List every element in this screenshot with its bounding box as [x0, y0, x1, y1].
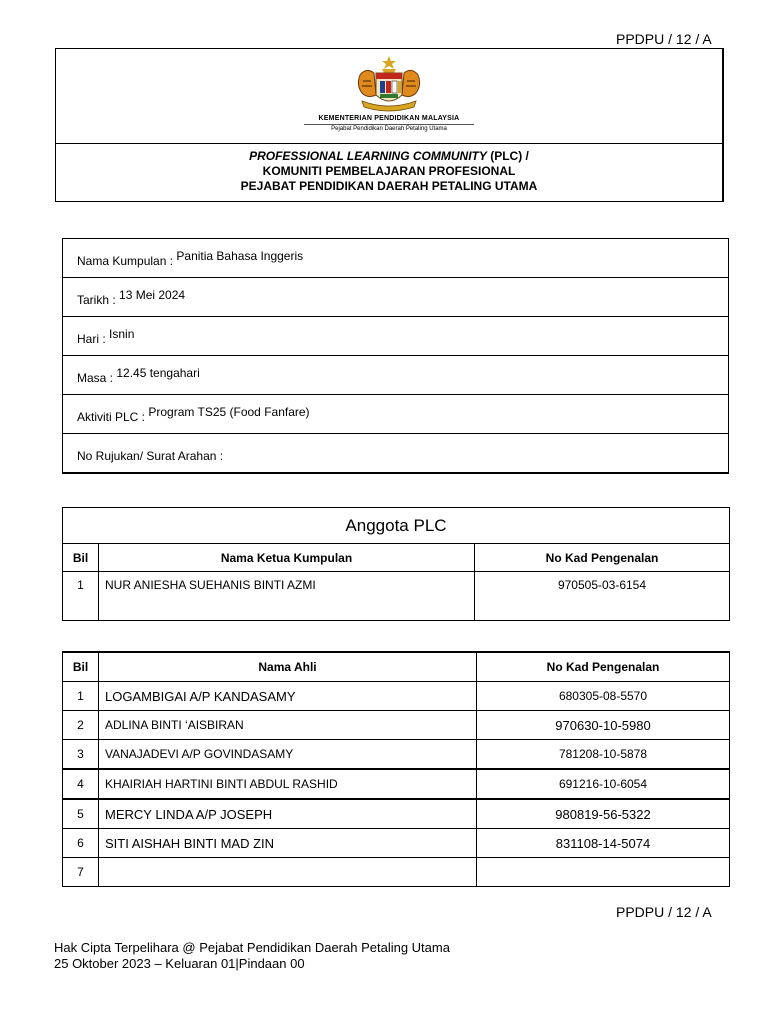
row-bil: 4	[63, 769, 99, 799]
row-ic: 781208-10-5878	[477, 740, 730, 770]
document-code-top: PPDPU / 12 / A	[616, 31, 712, 47]
row-bil: 1	[63, 682, 99, 711]
activity-label: Aktiviti PLC :	[77, 410, 146, 424]
row-name	[99, 858, 477, 887]
title-line-3: PEJABAT PENDIDIKAN DAERAH PETALING UTAMA	[240, 179, 538, 193]
header-member-name: Nama Ahli	[99, 652, 477, 682]
title-suffix: (PLC) /	[486, 149, 529, 163]
row-name: KHAIRIAH HARTINI BINTI ABDUL RASHID	[99, 769, 477, 799]
row-name: LOGAMBIGAI A/P KANDASAMY	[99, 682, 477, 711]
row-name: MERCY LINDA A/P JOSEPH	[99, 799, 477, 829]
date-value: 13 Mei 2024	[119, 288, 186, 302]
meeting-info-table	[62, 238, 729, 474]
header-box	[55, 48, 724, 202]
title-italic: PROFESSIONAL LEARNING COMMUNITY	[249, 149, 487, 163]
row-name: NUR ANIESHA SUEHANIS BINTI AZMI	[99, 572, 475, 621]
group-label: Nama Kumpulan :	[77, 254, 174, 268]
office-name-small: Pejabat Pendidikan Daerah Petaling Utama	[331, 126, 447, 132]
info-row-day	[63, 317, 729, 356]
row-name: SITI AISHAH BINTI MAD ZIN	[99, 829, 477, 858]
row-ic: 970630-10-5980	[477, 711, 730, 740]
row-ic: 831108-14-5074	[477, 829, 730, 858]
table-row	[63, 572, 730, 621]
header-ic: No Kad Pengenalan	[475, 544, 730, 572]
row-name: ADLINA BINTI ‘AISBIRAN	[99, 711, 477, 740]
footer-copyright: Hak Cipta Terpelihara @ Pejabat Pendidikan Daerah Petaling Utama	[54, 940, 450, 955]
table-row	[63, 769, 730, 799]
ministry-crest-logo	[352, 55, 426, 115]
day-value: Isnin	[109, 327, 135, 341]
title-line-2: KOMUNITI PEMBELAJARAN PROFESIONAL	[262, 164, 516, 178]
info-row-group	[63, 239, 729, 278]
leader-table-header	[63, 544, 730, 572]
ministry-name: KEMENTERIAN PENDIDIKAN MALAYSIA	[318, 115, 460, 122]
header-leader-name: Nama Ketua Kumpulan	[99, 544, 475, 572]
info-row-date	[63, 278, 729, 317]
row-bil: 1	[63, 572, 99, 621]
table-row	[63, 711, 730, 740]
time-value: 12.45 tengahari	[116, 366, 200, 380]
table-row	[63, 740, 730, 770]
row-bil: 2	[63, 711, 99, 740]
title-line-1	[56, 149, 722, 164]
info-row-time	[63, 356, 729, 395]
members-table-header	[63, 652, 730, 682]
activity-value: Program TS25 (Food Fanfare)	[148, 405, 310, 419]
date-label: Tarikh :	[77, 293, 116, 307]
row-ic: 980819-56-5322	[477, 799, 730, 829]
row-bil: 3	[63, 740, 99, 770]
info-row-reference	[63, 434, 729, 474]
footer-version: 25 Oktober 2023 – Keluaran 01|Pindaan 00	[54, 956, 305, 971]
row-bil: 6	[63, 829, 99, 858]
table-row	[63, 829, 730, 858]
ministry-divider	[304, 124, 474, 125]
document-code-bottom: PPDPU / 12 / A	[616, 904, 712, 920]
row-bil: 7	[63, 858, 99, 887]
table-row	[63, 858, 730, 887]
row-bil: 5	[63, 799, 99, 829]
header-bil: Bil	[63, 544, 99, 572]
day-label: Hari :	[77, 332, 106, 346]
document-title	[56, 149, 722, 194]
row-name: VANAJADEVI A/P GOVINDASAMY	[99, 740, 477, 770]
table-row	[63, 799, 730, 829]
info-row-activity	[63, 395, 729, 434]
leader-table	[62, 507, 730, 621]
members-table	[62, 651, 730, 887]
reference-label: No Rujukan/ Surat Arahan :	[77, 449, 224, 463]
header-bil: Bil	[63, 652, 99, 682]
row-ic: 970505-03-6154	[475, 572, 730, 621]
header-ic: No Kad Pengenalan	[477, 652, 730, 682]
row-ic	[477, 858, 730, 887]
group-value: Panitia Bahasa Inggeris	[176, 249, 304, 263]
time-label: Masa :	[77, 371, 114, 385]
leader-table-caption: Anggota PLC	[63, 508, 730, 544]
row-ic: 691216-10-6054	[477, 769, 730, 799]
table-row	[63, 682, 730, 711]
row-ic: 680305-08-5570	[477, 682, 730, 711]
logo-area	[56, 49, 722, 144]
